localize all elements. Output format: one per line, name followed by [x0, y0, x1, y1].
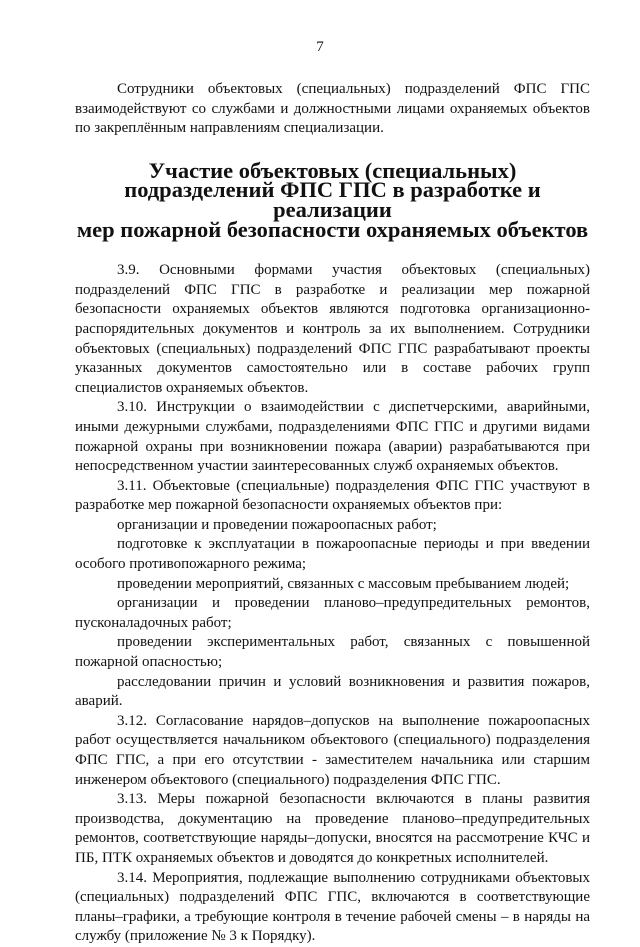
section-heading-line: мер пожарной безопасности охраняемых объектов — [76, 216, 589, 242]
clause-3-14: 3.14. Мероприятия, подлежащие выполнению сотрудниками объектовых (специальных) подразделений ФПС ГПС, включаются в соответствующие планы–графики, а требующие контроля в течение рабочей смены – в наряды на службу (приложение № 3 к Порядку). — [75, 869, 590, 945]
list-item: проведении экспериментальных работ, связанных с повышенной пожарной опасностью; — [75, 634, 590, 671]
clause-3-13: 3.13. Меры пожарной безопасности включаются в планы развития производства, документацию на проведение планово–предупредительных ремонтов, соответствующие наряды–допуски, вносятся на рассмотрение КЧС и ПБ, ПТК охраняемых объектов и доводятся до конкретных исполнителей. — [75, 791, 590, 866]
intro-paragraph: Сотрудники объектовых (специальных) подразделений ФПС ГПС взаимодействуют со службами и должностными лицами охраняемых объектов по закреплённым направлениям специализации. — [75, 81, 590, 137]
document-body — [75, 80, 590, 947]
clause-3-9: 3.9. Основными формами участия объектовых (специальных) подразделений ФПС ГПС в разработке и реализации мер пожарной безопасности охраняемых объектов являются подготовка организационно-распорядительных документов и контроль за их выполнением. Сотрудники объектовых (специальных) подразделений ФПС ГПС разрабатывают проекты указанных документов самостоятельно или в составе рабочих групп специалистов охраняемых объектов. — [75, 262, 590, 396]
clause-3-12: 3.12. Согласование нарядов–допусков на выполнение пожароопасных работ осуществляется начальником объектового (специального) подразделения ФПС ГПС, а при его отсутствии - заместителем начальника или старшим инженером объектового (специального) подразделения ФПС ГПС. — [75, 712, 590, 788]
list-item: проведении мероприятий, связанных с массовым пребыванием людей; — [117, 575, 570, 592]
clause-3-10: 3.10. Инструкции о взаимодействии с диспетчерскими, аварийными, иными дежурными службами, подразделениями ФПС ГПС и другими видами пожарной охраны при возникновении пожара (аварии) разрабатываются при непосредственном участии заинтересованных служб охраняемых объектов. — [75, 399, 590, 475]
list-item: расследовании причин и условий возникновения и развития пожаров, аварий. — [75, 673, 590, 710]
section-heading-line: Участие объектовых (специальных) — [148, 157, 517, 183]
list-item: организации и проведении пожароопасных работ; — [117, 516, 437, 533]
list-item: подготовке к эксплуатации в пожароопасные периоды и при введении особого противопожарного режима; — [75, 536, 590, 573]
list-item: организации и проведении планово–предупредительных ремонтов, пусконаладочных работ; — [75, 595, 590, 631]
page-number: 7 — [316, 39, 324, 55]
section-heading — [75, 157, 590, 242]
section-heading-line: подразделений ФПС ГПС в разработке и реализации — [124, 177, 541, 222]
clause-3-11: 3.11. Объектовые (специальные) подразделения ФПС ГПС участвуют в разработке мер пожарной безопасности охраняемых объектов при: — [75, 477, 590, 514]
